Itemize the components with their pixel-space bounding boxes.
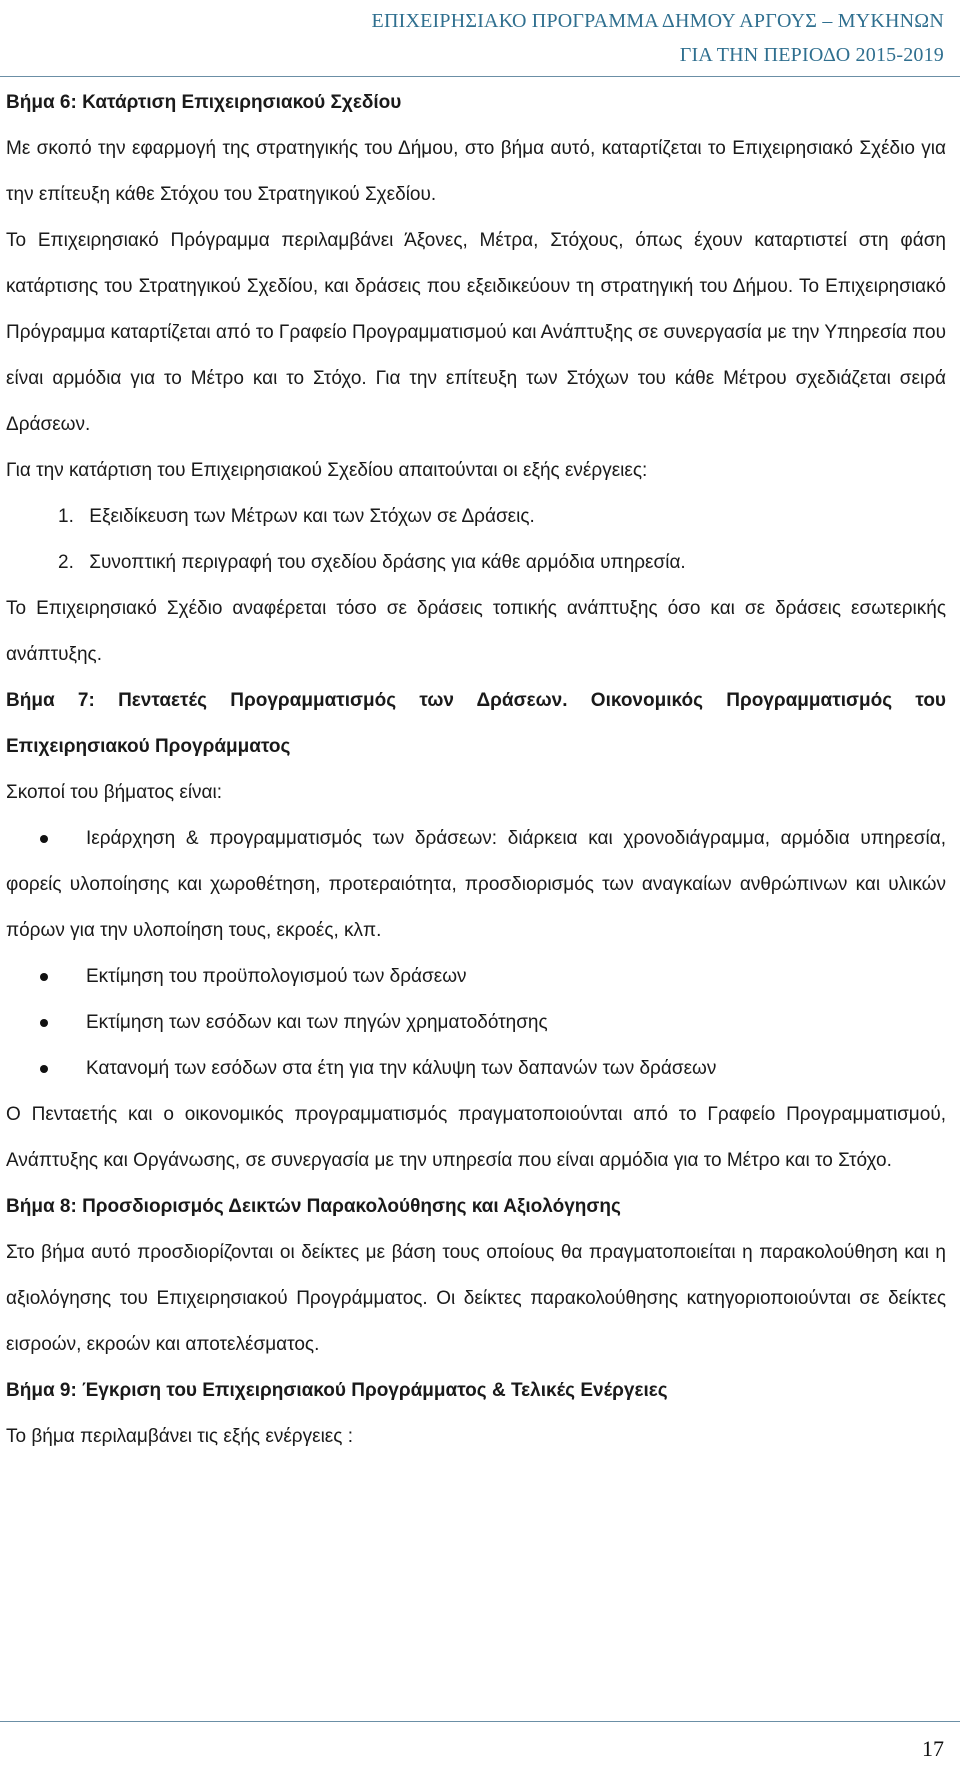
step8-heading: Βήμα 8: Προσδιορισμός Δεικτών Παρακολούθησης και Αξιολόγησης	[6, 1196, 621, 1217]
bullet-icon	[40, 1065, 48, 1073]
list-item-text: Εξειδίκευση των Μέτρων και των Στόχων σε Δράσεις.	[89, 506, 535, 527]
step8-paragraph-1: Στο βήμα αυτό προσδιορίζονται οι δείκτες με βάση τους οποίους θα πραγματοποιείται η παρακολούθηση και η αξιολόγησης του Επιχειρησιακού Προγράμματος. Οι δείκτες παρακολούθησης κατηγοριοποιούνται σε δείκτες εισροών, εκροών και αποτελέσματος.	[6, 1242, 946, 1355]
document-title: ΕΠΙΧΕΙΡΗΣΙΑΚΟ ΠΡΟΓΡΑΜΜΑ ΔΗΜΟΥ ΑΡΓΟΥΣ – ΜΥΚΗΝΩΝ	[371, 10, 944, 32]
step9-heading: Βήμα 9: Έγκριση του Επιχειρησιακού Προγράμματος & Τελικές Ενέργειες	[6, 1380, 668, 1401]
bullet-icon	[40, 835, 48, 843]
bullet-text: Κατανομή των εσόδων στα έτη για την κάλυψη των δαπανών των δράσεων	[86, 1058, 717, 1079]
bullet-text: Ιεράρχηση & προγραμματισμός των δράσεων: διάρκεια και χρονοδιάγραμμα, αρμόδια υπηρεσία, φορείς υλοποίησης και χωροθέτηση, προτεραιότητα, προσδιορισμός των αναγκαίων ανθρώπινων και υλικών πόρων για την υλοποίηση τους, εκροές, κλπ.	[6, 828, 946, 941]
list-number: 1.	[58, 506, 74, 527]
step7-paragraph-1: Ο Πενταετής και ο οικονομικός προγραμματισμός πραγματοποιούνται από το Γραφείο Προγραμματισμού, Ανάπτυξης και Οργάνωσης, σε συνεργασία με την υπηρεσία που είναι αρμόδια για το Μέτρο και το Στόχο.	[6, 1104, 946, 1171]
bullet-item	[6, 1000, 946, 1046]
step7-heading: Βήμα 7: Πενταετές Προγραμματισμός των Δράσεων. Οικονομικός Προγραμματισμός του Επιχειρησιακού Προγράμματος	[6, 690, 946, 757]
bullet-text: Εκτίμηση των εσόδων και των πηγών χρηματοδότησης	[86, 1012, 548, 1033]
bullet-item	[6, 954, 946, 1000]
list-item-text: Συνοπτική περιγραφή του σχεδίου δράσης για κάθε αρμόδια υπηρεσία.	[89, 552, 686, 573]
page-body	[6, 80, 946, 1460]
header-divider	[0, 76, 960, 77]
step6-paragraph-1: Με σκοπό την εφαρμογή της στρατηγικής του Δήμου, στο βήμα αυτό, καταρτίζεται το Επιχειρησιακό Σχέδιο για την επίτευξη κάθε Στόχου του Στρατηγικού Σχεδίου.	[6, 138, 946, 205]
step6-paragraph-3: Για την κατάρτιση του Επιχειρησιακού Σχεδίου απαιτούνται οι εξής ενέργειες:	[6, 460, 648, 481]
bullet-icon	[40, 973, 48, 981]
numbered-list-item	[6, 540, 946, 586]
step9-paragraph-1: Το βήμα περιλαμβάνει τις εξής ενέργειες :	[6, 1426, 353, 1447]
bullet-item	[6, 1046, 946, 1092]
numbered-list-item	[6, 494, 946, 540]
page-header	[372, 4, 944, 72]
bullet-item	[6, 816, 946, 954]
step6-paragraph-2: Το Επιχειρησιακό Πρόγραμμα περιλαμβάνει Άξονες, Μέτρα, Στόχους, όπως έχουν καταρτιστεί στη φάση κατάρτισης του Στρατηγικού Σχεδίου, και δράσεις που εξειδικεύουν τη στρατηγική του Δήμου. Το Επιχειρησιακό Πρόγραμμα καταρτίζεται από το Γραφείο Προγραμματισμού και Ανάπτυξης σε συνεργασία με την Υπηρεσία που είναι αρμόδια για το Μέτρο και το Στόχο. Για την επίτευξη των Στόχων του κάθε Μέτρου σχεδιάζεται σειρά Δράσεων.	[6, 230, 946, 435]
step7-intro: Σκοποί του βήματος είναι:	[6, 782, 223, 803]
document-period: ΓΙΑ ΤΗΝ ΠΕΡΙΟΔΟ 2015-2019	[679, 44, 944, 66]
bullet-icon	[40, 1019, 48, 1027]
page-number: 17	[922, 1736, 944, 1761]
bullet-text: Εκτίμηση του προϋπολογισμού των δράσεων	[86, 966, 467, 987]
step6-heading: Βήμα 6: Κατάρτιση Επιχειρησιακού Σχεδίου	[6, 92, 402, 113]
footer-divider	[0, 1721, 960, 1722]
step6-paragraph-4: Το Επιχειρησιακό Σχέδιο αναφέρεται τόσο σε δράσεις τοπικής ανάπτυξης όσο και σε δράσεις εσωτερικής ανάπτυξης.	[6, 598, 946, 665]
list-number: 2.	[58, 552, 74, 573]
